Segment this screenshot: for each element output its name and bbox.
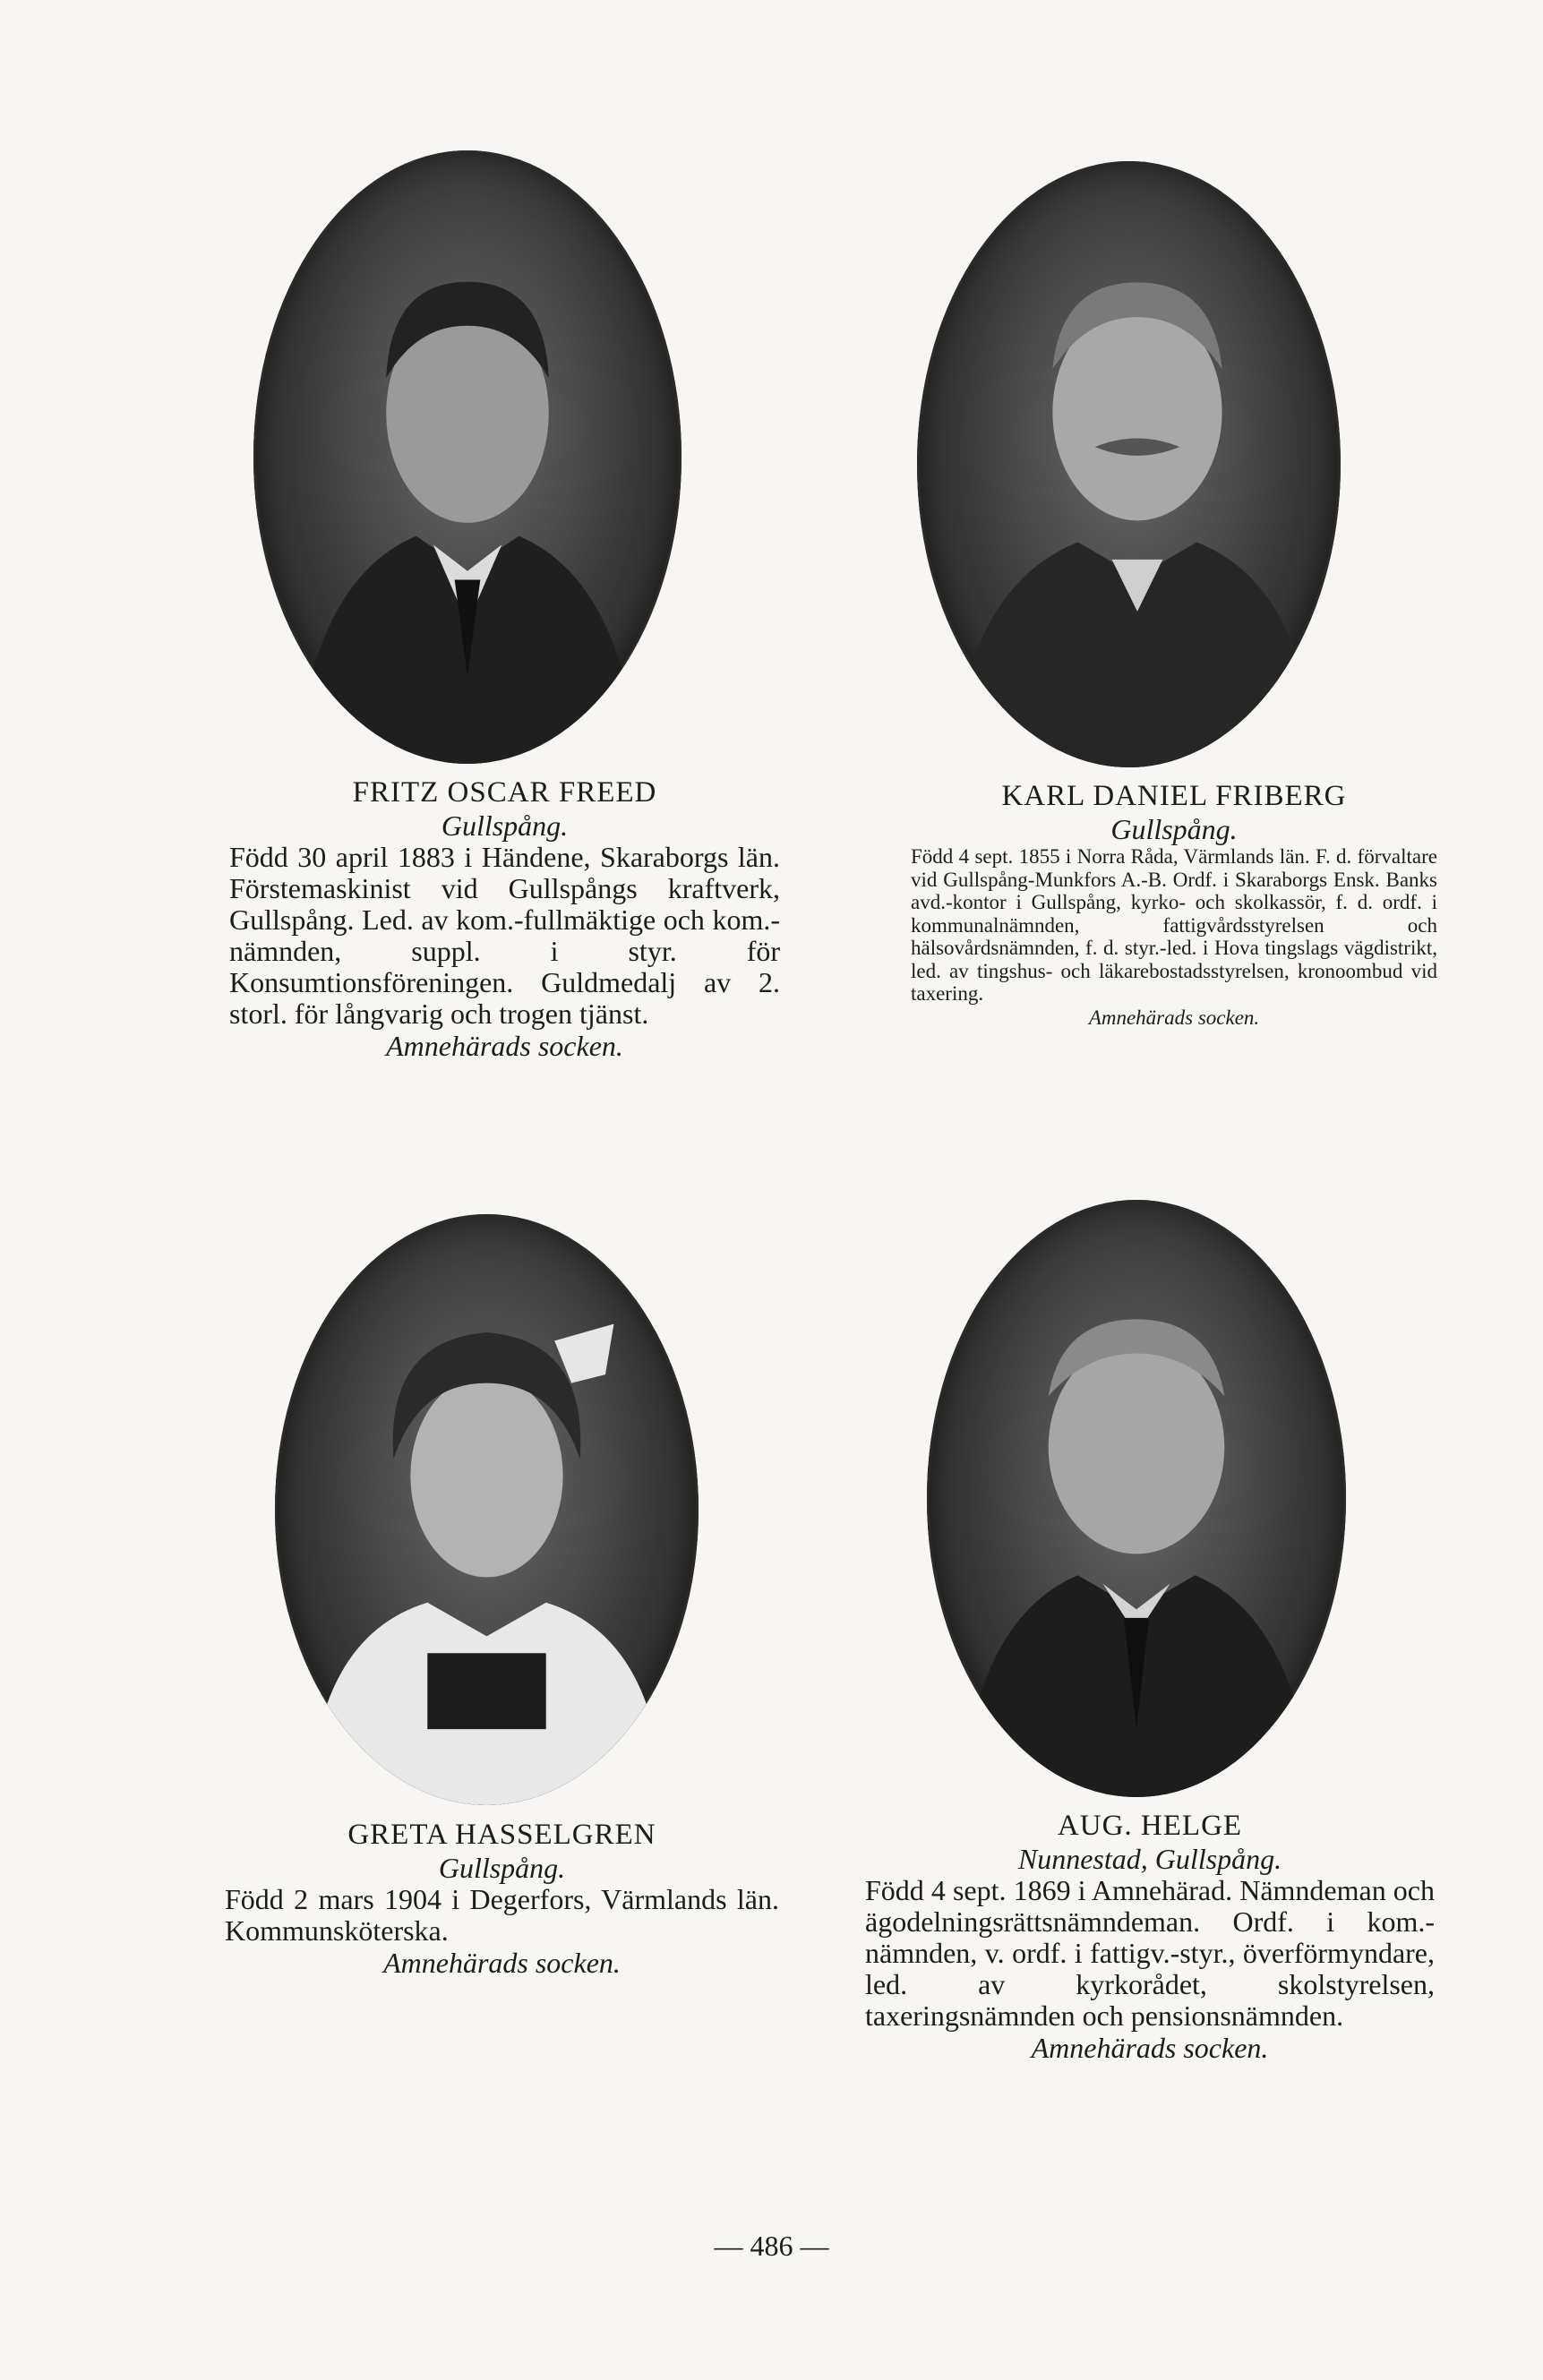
parish: Amnehärads socken. <box>1088 1006 1260 1029</box>
page-number: — 486 — <box>714 2230 829 2262</box>
portrait-photo-fritz-oscar-freed <box>253 150 681 764</box>
entry-aug-helge <box>865 1809 1435 2064</box>
biography: Född 30 april 1883 i Händene, Skaraborgs län. Förstemaskinist vid Gullspångs kraftverk, Gullspång. Led. av kom.-fullmäktige och kom.-nämnden, suppl. i styr. för Konsumtionsföreningen. Guldmedalj av 2. storl. för långvarig och trogen tjänst. <box>229 841 780 1030</box>
biography: Född 4 sept. 1869 i Amnehärad. Nämndeman och ägodelningsrättsnämndeman. Ordf. i kom.-nämnden, v. ordf. i fattigv.-styr., överförmyndare, led. av kyrkorådet, skolstyrelsen, taxeringsnämnden och pensionsnämnden. <box>865 1874 1435 2032</box>
biography: Född 4 sept. 1855 i Norra Råda, Värmlands län. F. d. förvaltare vid Gullspång-Munkfors A.-B. Ordf. i Skaraborgs Ensk. Banks avd.-kontor i Gullspång, kyrko- och skolkassör, f. d. ordf. i kommunalnämnden, fattigvårdsstyrelsen och hälsovårdsnämnden, f. d. styr.-led. i Hova tingslags vägdistrikt, led. av tingshus- och läkarebostadsstyrelsen, kronoombud vid taxering. <box>911 845 1437 1005</box>
portrait-photo-karl-daniel-friberg <box>917 161 1341 767</box>
entry-fritz-oscar-freed <box>229 775 780 1062</box>
portrait-photo-aug-helge <box>927 1200 1346 1797</box>
residence: Gullspång. <box>438 1852 566 1884</box>
person-name: AUG. HELGE <box>1057 1810 1243 1842</box>
residence: Gullspång. <box>441 809 569 842</box>
entry-greta-hasselgren <box>225 1818 779 1979</box>
parish: Amnehärads socken. <box>386 1030 623 1062</box>
entry-karl-daniel-friberg <box>911 779 1437 1031</box>
portrait-photo-greta-hasselgren <box>275 1214 699 1805</box>
person-name: GRETA HASSELGREN <box>347 1819 656 1851</box>
person-name: FRITZ OSCAR FREED <box>352 776 657 809</box>
biography: Född 2 mars 1904 i Degerfors, Värmlands län. Kommunsköterska. <box>225 1883 779 1947</box>
person-name: KARL DANIEL FRIBERG <box>1001 780 1347 812</box>
parish: Amnehärads socken. <box>383 1947 621 1979</box>
parish: Amnehärads socken. <box>1031 2032 1269 2064</box>
residence: Nunnestad, Gullspång. <box>1017 1843 1282 1875</box>
residence: Gullspång. <box>1110 813 1238 845</box>
